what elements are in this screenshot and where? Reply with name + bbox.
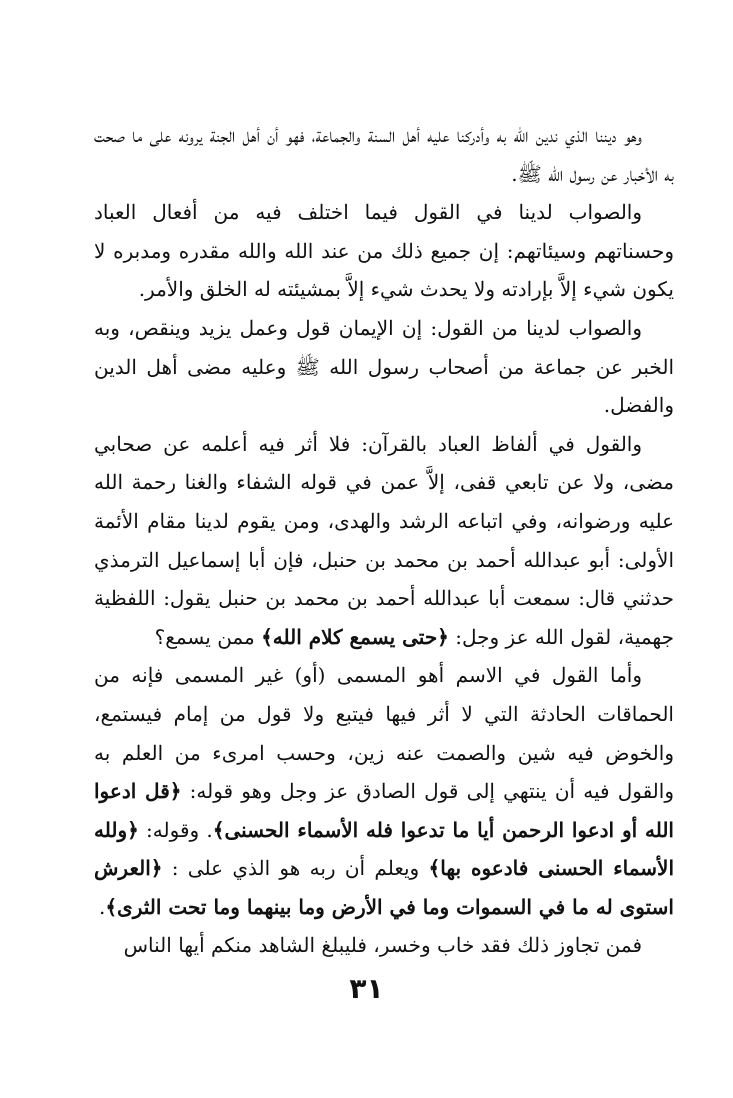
sentence: والقول في ألفاظ العباد بالقرآن: فلا أثر فيه أعلمه عن صحابي مضى، ولا عن تابعي قفى، إلاَّ عمن في قوله الشفاء والغنا رحمة الله عليه ورضوانه، وفي اتباعه الرشد والهدى، ومن يقوم لدينا مقام الأئمة الأولى: أبو عبدالله أحمد بن محمد بن حنبل، فإن أبا إسماعيل الترمذي حدثني قال: سمعت أبا عبدالله أحمد بن محمد بن حنبل يقول: اللفظية جهمية، لقول الله عز وجل:: [94, 431, 674, 649]
sentence: ويعلم أن ربه هو الذي على :: [162, 856, 429, 881]
quran-quote: ﴿قل ادعوا الله أو ادعوا الرحمن أيا ما تدعوا فله الأسماء الحسنى﴾: [94, 779, 674, 842]
paragraph: [94, 926, 674, 965]
quran-quote: ﴿حتى يسمع كلام الله﴾: [261, 624, 449, 649]
sentence: وهو ديننا الذي ندين الله به وأدركنا عليه أهل السنة والجماعة، فهو أن أهل الجنة يرونه على ما صحت به الأخبار عن رسول الله ﷺ.: [94, 123, 674, 186]
sentence: والصواب لدينا من القول: إن الإيمان قول وعمل يزيد وينقص، وبه الخبر عن جماعة من أصحاب رسول الله ﷺ وعليه مضى أهل الدين والفضل.: [94, 315, 674, 418]
page-number: ٣١: [349, 972, 384, 1005]
paragraph: [94, 193, 674, 309]
sentence: وأما القول في الاسم أهو المسمى (أو) غير المسمى فإنه من الحماقات الحادثة التي لا أثر فيها فيتبع ولا قول من إمام فيستمع، والخوض فيه شين والصمت عنه زين، وحسب امرىء من العلم به والقول فيه أن ينتهي إلى قول الصادق عز وجل وهو قوله:: [94, 663, 674, 804]
sentence: . وقوله:: [138, 817, 213, 842]
page-body: [94, 116, 674, 965]
paragraph: [94, 425, 674, 657]
sentence: والصواب لدينا في القول فيما اختلف فيه من أفعال العباد وحسناتهم وسيئاتهم: إن جميع ذلك من عند الله والله مقدره ومدبره لا يكون شيء إلاَّ بإرادته ولا يحدث شيء إلاَّ بمشيئته له الخلق والأمر.: [94, 200, 674, 302]
sentence: ممن يسمع؟: [154, 624, 262, 649]
paragraph: [94, 656, 674, 926]
paragraph: [94, 309, 674, 425]
paragraph: [94, 116, 674, 193]
sentence: فمن تجاوز ذلك فقد خاب وخسر، فليبلغ الشاهد منكم أيها الناس: [123, 933, 642, 958]
quran-quote: ﴿العرش استوى له ما في السموات وما في الأرض وما بينهما وما تحت الثرى﴾: [94, 856, 674, 919]
quran-quote: ﴿ولله الأسماء الحسنى فادعوه بها﴾: [94, 817, 675, 881]
sentence: .: [98, 894, 106, 919]
